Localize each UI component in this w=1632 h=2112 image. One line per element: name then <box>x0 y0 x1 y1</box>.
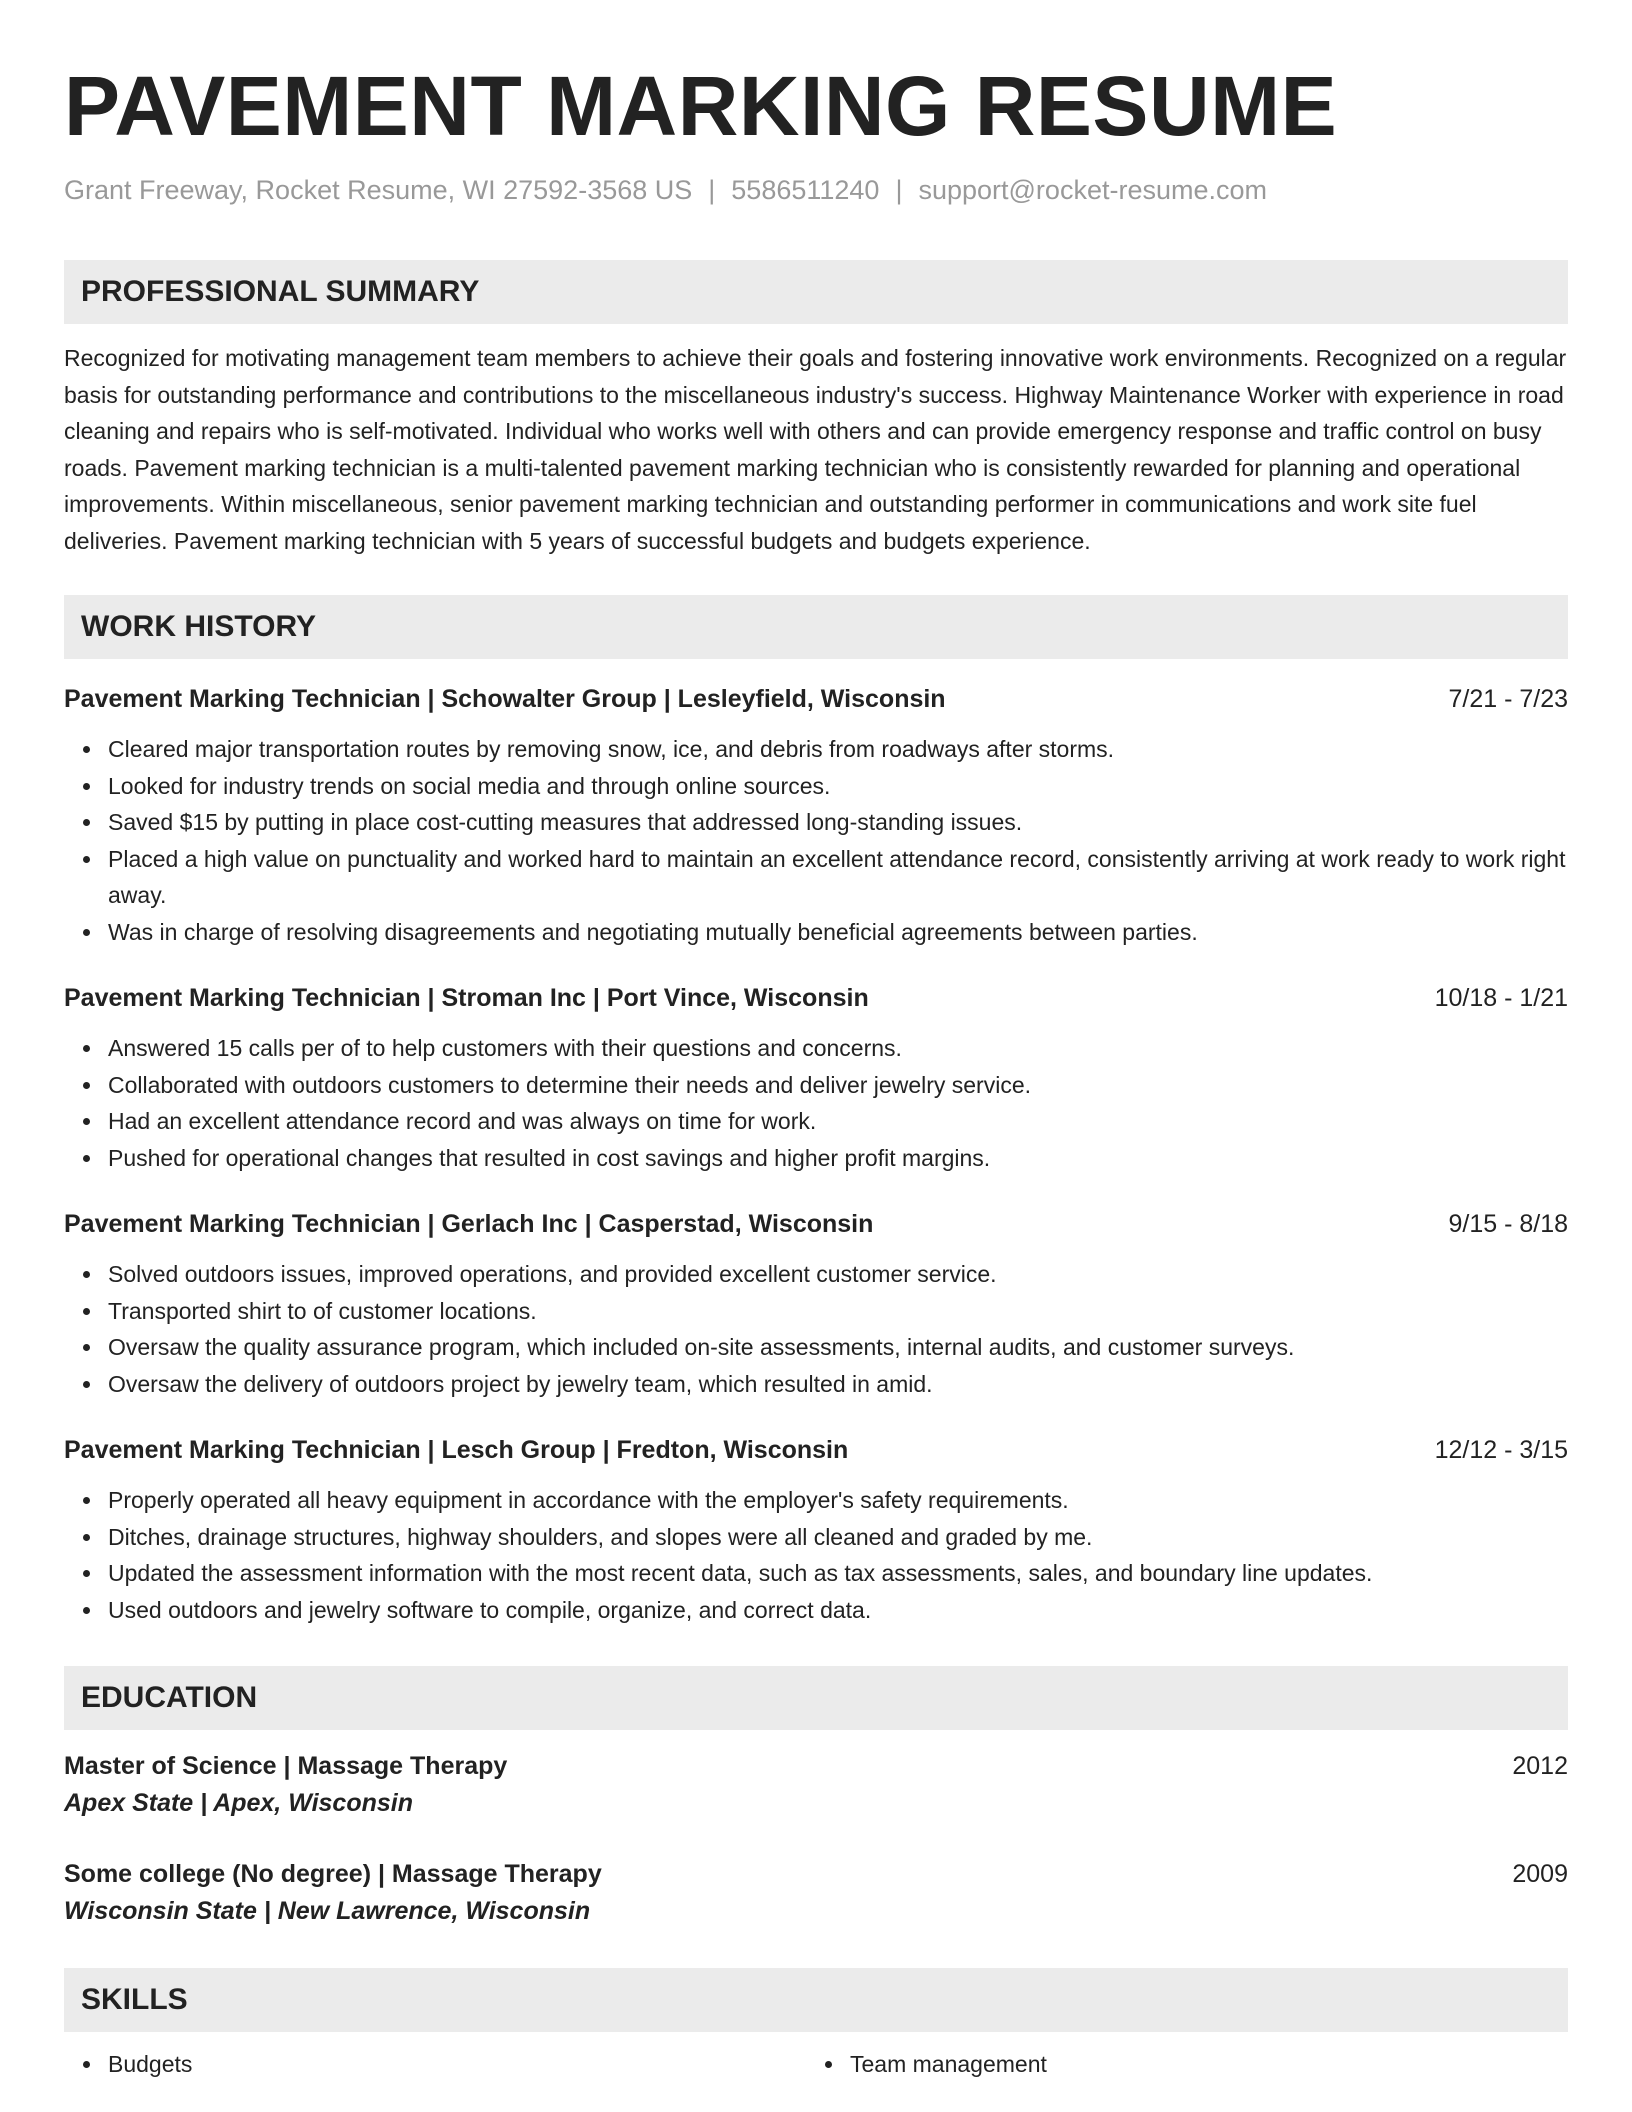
resume-title: PAVEMENT MARKING RESUME <box>64 59 1338 153</box>
job-bullet: Pushed for operational changes that resulted in cost savings and higher profit margins. <box>108 1140 1568 1177</box>
job-bullet: Cleared major transportation routes by removing snow, ice, and debris from roadways after storms. <box>108 731 1568 768</box>
skills-column-left <box>64 2046 806 2083</box>
job-header <box>64 681 1568 717</box>
job-bullets <box>64 1256 1568 1402</box>
education-degree: Master of Science | Massage Therapy <box>64 1752 508 1780</box>
job-bullet: Transported shirt to of customer locations. <box>108 1293 1568 1330</box>
job-title: Pavement Marking Technician | Stroman Inc | Port Vince, Wisconsin <box>64 984 869 1012</box>
contact-phone: 5586511240 <box>731 175 880 205</box>
job-header <box>64 1432 1568 1468</box>
job-dates: 10/18 - 1/21 <box>1434 984 1568 1012</box>
job-dates: 9/15 - 8/18 <box>1448 1210 1568 1238</box>
education-header <box>64 1748 1568 1784</box>
job-bullet: Oversaw the delivery of outdoors project by jewelry team, which resulted in amid. <box>108 1366 1568 1403</box>
education-header <box>64 1856 1568 1892</box>
job-bullet: Was in charge of resolving disagreements and negotiating mutually beneficial agreements between parties. <box>108 914 1568 951</box>
job-entry <box>64 681 1568 950</box>
job-bullet: Collaborated with outdoors customers to determine their needs and deliver jewelry service. <box>108 1067 1568 1104</box>
job-title: Pavement Marking Technician | Gerlach Inc | Casperstad, Wisconsin <box>64 1210 874 1238</box>
section-heading-education: EDUCATION <box>64 1666 1568 1730</box>
job-header <box>64 980 1568 1016</box>
job-entry <box>64 1432 1568 1628</box>
education-entry <box>64 1748 1568 1822</box>
summary-text: Recognized for motivating management team members to achieve their goals and fostering innovative work environments. Recognized on a regular basis for outstanding performance and contributions to the miscellaneous industry's success. Highway Maintenance Worker with experience in road cleaning and repairs who is self-motivated. Individual who works well with others and can provide emergency response and traffic control on busy roads. Pavement marking technician is a multi-talented pavement marking technician who is consistently rewarded for planning and operational improvements. Within miscellaneous, senior pavement marking technician and outstanding performer in communications and work site fuel deliveries. Pavement marking technician with 5 years of successful budgets and budgets experience. <box>64 345 1567 554</box>
education-degree: Some college (No degree) | Massage Therapy <box>64 1860 602 1888</box>
job-bullet: Updated the assessment information with the most recent data, such as tax assessments, sales, and boundary line updates. <box>108 1555 1568 1592</box>
job-entry <box>64 980 1568 1176</box>
job-bullet: Oversaw the quality assurance program, which included on-site assessments, internal audits, and customer surveys. <box>108 1329 1568 1366</box>
section-heading-work-history: WORK HISTORY <box>64 595 1568 659</box>
section-heading-skills: SKILLS <box>64 1968 1568 2032</box>
contact-email: support@rocket-resume.com <box>918 175 1267 205</box>
education-entry <box>64 1856 1568 1930</box>
contact-address: Grant Freeway, Rocket Resume, WI 27592-3568 US <box>64 175 693 205</box>
job-bullet: Saved $15 by putting in place cost-cutting measures that addressed long-standing issues. <box>108 804 1568 841</box>
job-bullets <box>64 731 1568 950</box>
education-year: 2009 <box>1512 1860 1568 1888</box>
job-entry <box>64 1206 1568 1402</box>
education-school: Apex State | Apex, Wisconsin <box>64 1789 413 1817</box>
job-dates: 12/12 - 3/15 <box>1434 1436 1568 1464</box>
skill-item: Budgets <box>108 2046 806 2083</box>
job-bullet: Had an excellent attendance record and was always on time for work. <box>108 1103 1568 1140</box>
job-bullet: Properly operated all heavy equipment in accordance with the employer's safety requirements. <box>108 1482 1568 1519</box>
education-year: 2012 <box>1512 1752 1568 1780</box>
skills-column-right <box>806 2046 1568 2083</box>
section-heading-summary: PROFESSIONAL SUMMARY <box>64 260 1568 324</box>
contact-separator: | <box>895 175 903 205</box>
job-bullet: Ditches, drainage structures, highway shoulders, and slopes were all cleaned and graded by me. <box>108 1519 1568 1556</box>
job-title: Pavement Marking Technician | Lesch Group | Fredton, Wisconsin <box>64 1436 849 1464</box>
skill-item: Team management <box>850 2046 1568 2083</box>
job-bullets <box>64 1482 1568 1628</box>
skills-list <box>64 2046 1568 2083</box>
job-dates: 7/21 - 7/23 <box>1448 685 1568 713</box>
job-bullets <box>64 1030 1568 1176</box>
job-bullet: Used outdoors and jewelry software to compile, organize, and correct data. <box>108 1592 1568 1629</box>
contact-separator: | <box>708 175 716 205</box>
job-bullet: Placed a high value on punctuality and worked hard to maintain an excellent attendance record, consistently arriving at work ready to work right away. <box>108 841 1568 914</box>
job-header <box>64 1206 1568 1242</box>
job-bullet: Answered 15 calls per of to help customers with their questions and concerns. <box>108 1030 1568 1067</box>
job-bullet: Looked for industry trends on social media and through online sources. <box>108 768 1568 805</box>
contact-line <box>64 172 1568 208</box>
job-title: Pavement Marking Technician | Schowalter Group | Lesleyfield, Wisconsin <box>64 685 946 713</box>
job-bullet: Solved outdoors issues, improved operations, and provided excellent customer service. <box>108 1256 1568 1293</box>
education-school: Wisconsin State | New Lawrence, Wisconsin <box>64 1897 591 1925</box>
